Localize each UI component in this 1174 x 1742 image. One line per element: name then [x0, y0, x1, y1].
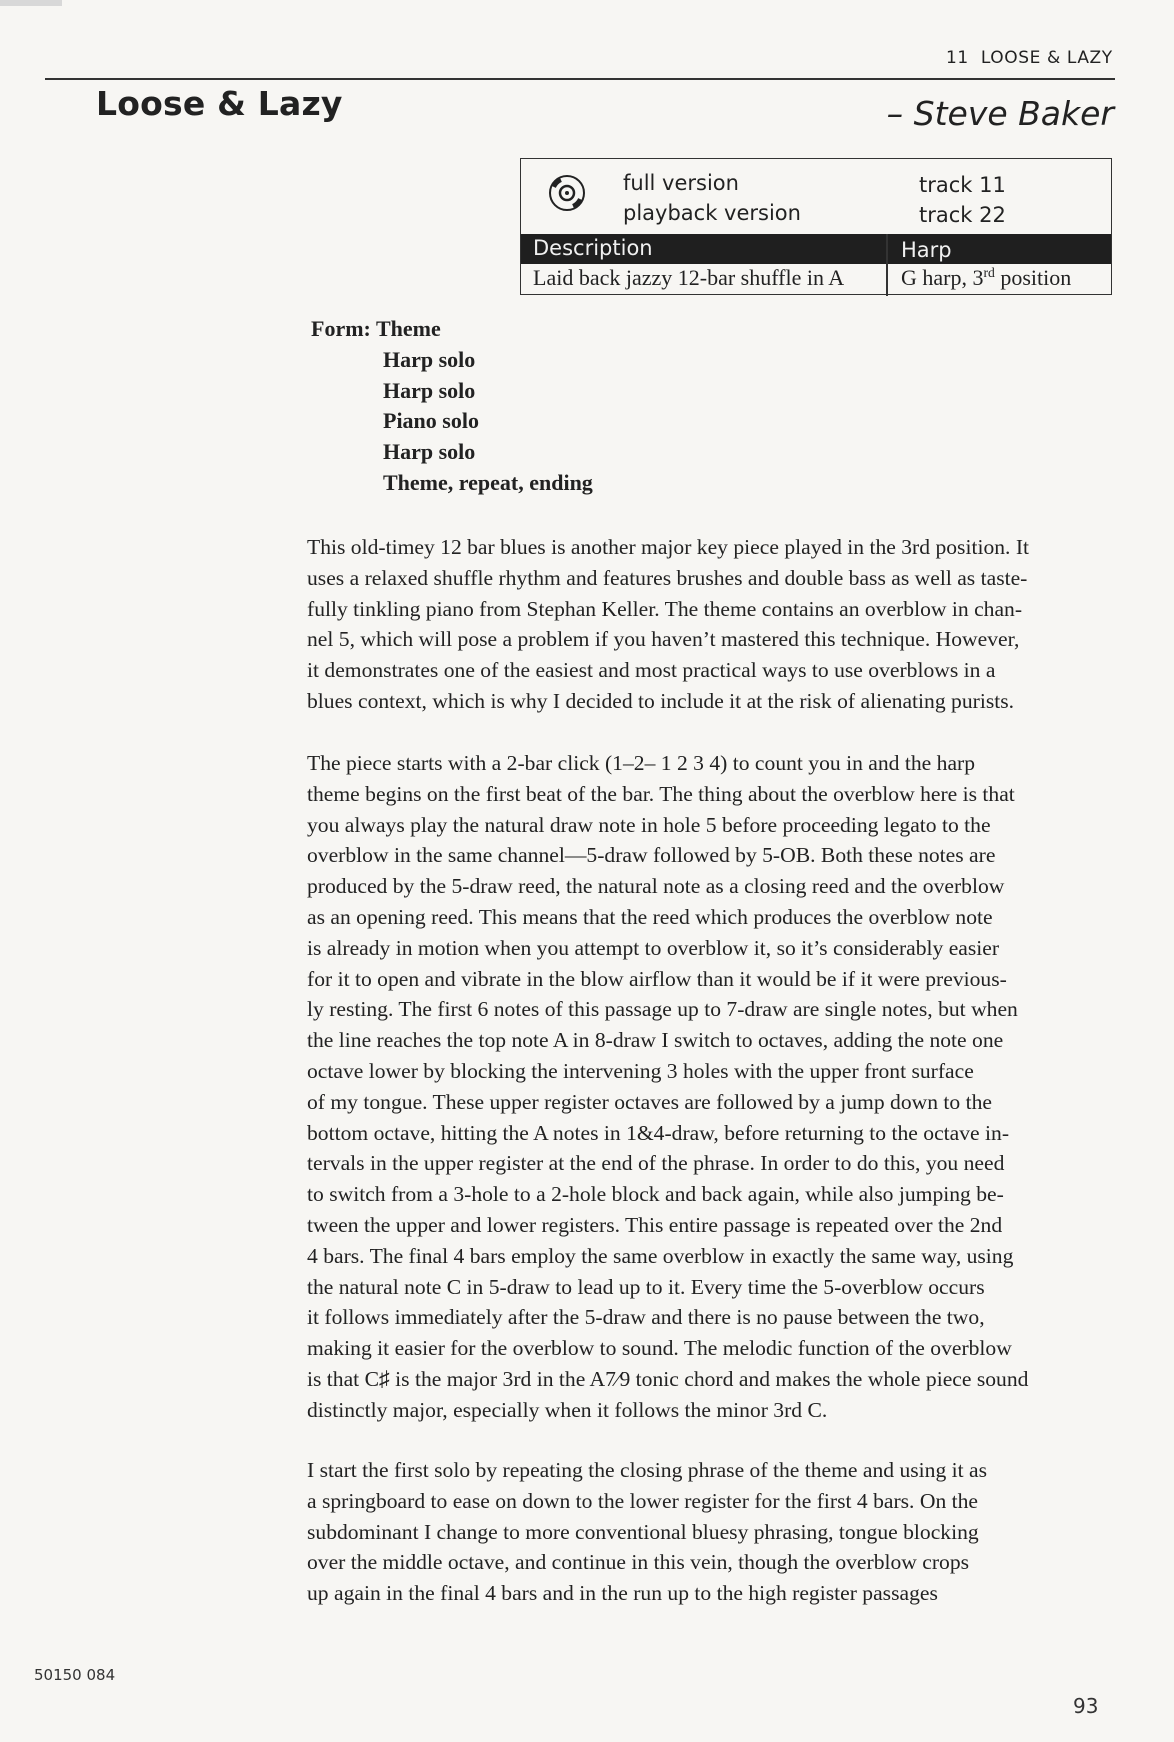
text-line: uses a relaxed shuffle rhythm and features brushes and double bass as well as taste-	[307, 565, 1028, 590]
text-line: it follows immediately after the 5-draw and there is no pause between the two,	[307, 1305, 985, 1330]
text-line: making it easier for the overblow to sound. The melodic function of the overblow	[307, 1336, 1012, 1361]
form-item: Harp solo	[383, 439, 476, 465]
text-line: This old-timey 12 bar blues is another major key piece played in the 3rd position. It	[307, 535, 1030, 559]
description-value: Laid back jazzy 12-bar shuffle in A	[533, 265, 845, 290]
form-item: Theme	[375, 316, 441, 341]
paragraph-first-solo	[307, 1455, 1117, 1609]
text-line: theme begins on the first beat of the bar. The thing about the overblow here is that	[307, 781, 1015, 806]
full-version-track: track 11	[919, 173, 1006, 197]
text-line: distinctly major, especially when it follows the minor 3rd C.	[307, 1397, 828, 1422]
paragraph-theme	[307, 748, 1117, 1426]
text-line: ly resting. The first 6 notes of this passage up to 7-draw are single notes, but when	[307, 997, 1018, 1022]
text-line: you always play the natural draw note in hole 5 before proceeding legato to the	[307, 812, 991, 837]
harp-value-sup: rd	[983, 264, 995, 280]
text-line: of my tongue. These upper register octaves are followed by a jump down to the	[307, 1089, 993, 1114]
form-list	[311, 314, 593, 499]
header-rule	[45, 78, 1115, 80]
playback-version-label: playback version	[623, 201, 801, 225]
text-line: The piece starts with a 2-bar click (1–2– 1 2 3 4) to count you in and the harp	[307, 751, 976, 775]
author: – Steve Baker	[886, 94, 1114, 133]
text-line: octave lower by blocking the intervening 3 holes with the upper front surface	[307, 1058, 974, 1083]
description-header: Description	[533, 236, 653, 260]
form-item: Theme, repeat, ending	[383, 469, 593, 495]
cd-icon	[547, 173, 587, 213]
text-line: as an opening reed. This means that the reed which produces the overblow note	[307, 904, 993, 929]
harp-header: Harp	[901, 238, 952, 262]
chapter-number: 11	[946, 48, 969, 68]
text-line: tervals in the upper register at the end of the phrase. In order to do this, you need	[307, 1151, 1005, 1176]
column-divider	[886, 234, 888, 296]
running-head	[946, 48, 1113, 68]
text-line: up again in the final 4 bars and in the run up to the high register passages	[307, 1581, 938, 1606]
harp-value-suffix: position	[994, 265, 1072, 290]
text-line: 4 bars. The final 4 bars employ the same overblow in exactly the same way, using	[307, 1243, 1014, 1268]
paragraph-intro	[307, 532, 1117, 717]
page-title: Loose & Lazy	[96, 84, 343, 123]
playback-version-track: track 22	[919, 203, 1006, 227]
text-line: for it to open and vibrate in the blow airflow than it would be if it were previous-	[307, 966, 1007, 991]
text-line: a springboard to ease on down to the lower register for the first 4 bars. On the	[307, 1488, 979, 1513]
text-line: nel 5, which will pose a problem if you haven’t mastered this technique. However,	[307, 627, 1020, 652]
page-edge-mark	[0, 0, 62, 6]
form-item: Harp solo	[383, 346, 476, 372]
text-line: subdominant I change to more conventional bluesy phrasing, tongue blocking	[307, 1519, 979, 1544]
text-line: the natural note C in 5-draw to lead up to it. Every time the 5-overblow occurs	[307, 1274, 985, 1299]
text-line: it demonstrates one of the easiest and most practical ways to use overblows in a	[307, 658, 996, 683]
text-line: tween the upper and lower registers. This entire passage is repeated over the 2nd	[307, 1212, 1003, 1237]
form-item: Piano solo	[383, 408, 479, 434]
info-box-header	[521, 234, 1111, 264]
full-version-label: full version	[623, 171, 739, 195]
text-line: overblow in the same channel—5-draw followed by 5-OB. Both these notes are	[307, 843, 996, 868]
text-line: I start the first solo by repeating the closing phrase of the theme and using it as	[307, 1458, 988, 1482]
text-line: blues context, which is why I decided to include it at the risk of alienating purists.	[307, 688, 1015, 713]
text-line: bottom octave, hitting the A notes in 1&4-draw, before returning to the octave in-	[307, 1120, 1010, 1145]
text-line: the line reaches the top note A in 8-draw I switch to octaves, adding the note one	[307, 1028, 1004, 1053]
harp-value	[901, 265, 1071, 291]
text-line: is already in motion when you attempt to overblow it, so it’s considerably easier	[307, 935, 1000, 960]
page-number: 93	[1073, 1694, 1099, 1718]
product-code: 50150 084	[34, 1666, 116, 1684]
form-item: Harp solo	[383, 377, 476, 403]
form-label: Form:	[311, 316, 371, 341]
text-line: over the middle octave, and continue in this vein, though the overblow crops	[307, 1550, 970, 1575]
harp-value-text: G harp, 3	[901, 265, 984, 290]
text-line: is that C♯ is the major 3rd in the A7⁄9 tonic chord and makes the whole piece sound	[307, 1366, 1029, 1391]
chapter-title: LOOSE & LAZY	[980, 48, 1113, 68]
text-line: fully tinkling piano from Stephan Keller. The theme contains an overblow in chan-	[307, 596, 1023, 621]
track-info-box	[520, 158, 1112, 295]
text-line: produced by the 5-draw reed, the natural note as a closing reed and the overblow	[307, 874, 1005, 899]
text-line: to switch from a 3-hole to a 2-hole block and back again, while also jumping be-	[307, 1182, 1004, 1207]
form-line	[311, 314, 593, 345]
